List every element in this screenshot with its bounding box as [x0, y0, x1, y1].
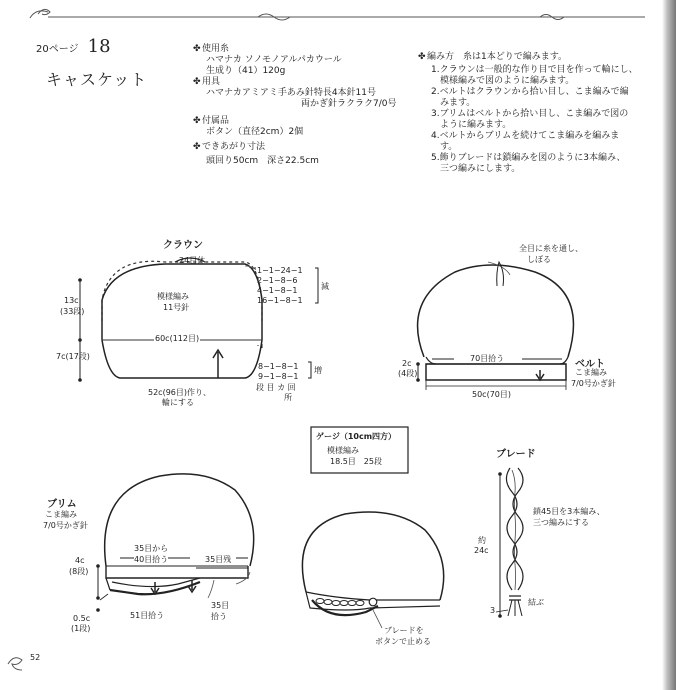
braid-tie: 結ぶ: [528, 598, 544, 607]
brim-pickup-side: 35目: [211, 601, 230, 610]
assembly-note-2: ボタンで止める: [375, 637, 431, 646]
increase-label: 増: [314, 366, 322, 375]
brim-from-2: 40目拾う: [134, 555, 169, 564]
increase-row: 8−1−8−1: [258, 362, 299, 371]
yarn-line: ハマナカ ソノモノアルパカウール: [206, 55, 342, 65]
brim-dim: 4c: [75, 556, 85, 565]
belt-diagram: [416, 262, 573, 390]
increase-row: 9−1−8−1: [258, 372, 299, 381]
clover-icon: ✤: [193, 142, 201, 152]
instruction-line: す。: [431, 142, 458, 152]
crown-title: クラウン: [163, 240, 203, 251]
belt-top-note: 全目に糸を通し、: [519, 244, 583, 253]
belt-dim-rows: (4段): [398, 369, 418, 378]
brim-dim-small: 0.5c: [73, 614, 91, 623]
crown-cast-on-2: 輪にする: [162, 398, 194, 407]
decrease-row: 16−1−8−1: [257, 296, 303, 305]
belt-title: ベルト: [575, 359, 605, 370]
size-heading: できあがり寸法: [202, 142, 266, 152]
decrease-row: 1−1−24−1: [257, 266, 303, 275]
gauge-line-2: 18.5目 25段: [330, 457, 382, 466]
belt-dim: 2c: [402, 359, 412, 368]
assembled-hat-diagram: [302, 512, 443, 628]
belt-stitch: こま編み: [575, 368, 607, 377]
page-ref: 20ページ: [36, 44, 79, 55]
crown-dim-upper-rows: (33段): [60, 307, 85, 316]
crown-pattern: 模様編み: [157, 292, 189, 301]
crown-cast-on: 52c(96目)作り、: [148, 388, 211, 397]
decrease-row: 4−1−8−1: [257, 286, 298, 295]
crown-dim-lower: 7c(17段): [56, 352, 90, 361]
instruction-line: 1.クラウンは一般的な作り目で目を作って輪にし、: [431, 65, 638, 75]
brim-title: ブリム: [47, 499, 77, 510]
instruction-line: 三つ編みにします。: [431, 164, 521, 174]
gauge-line-1: 模様編み: [327, 446, 359, 455]
instruction-line: 模様編みで図のように編みます。: [431, 76, 575, 86]
belt-hook: 7/0号かぎ針: [571, 379, 616, 388]
braid-length-prefix: 約: [478, 536, 486, 545]
size-line: 頭回り50cm 深さ22.5cm: [206, 156, 319, 166]
brim-diagram: [96, 474, 253, 612]
tools-heading: 用具: [202, 77, 221, 87]
instruction-line: 4.ベルトからブリムを続けてこま編みを編みま: [431, 131, 620, 141]
brim-pickup-front: 51目拾う: [130, 611, 165, 620]
table-legend-2: 所: [284, 393, 292, 402]
braid-title: ブレード: [496, 449, 536, 460]
decrease-row: 2−1−8−6: [257, 276, 298, 285]
ornament-footer: [8, 658, 22, 670]
belt-pickup: 70目拾う: [470, 354, 505, 363]
increase-table: [258, 362, 298, 382]
yarn-line: 生成り（41）120g: [206, 66, 286, 76]
crown-top-label: 24目休: [179, 256, 206, 265]
braid-note: 鎖45目を3本編み、: [533, 507, 605, 516]
brim-from-1: 35目から: [134, 544, 169, 553]
brim-dim-rows: (8段): [69, 567, 89, 576]
yarn-heading: 使用糸: [202, 44, 230, 54]
braid-diagram: [496, 468, 523, 618]
tools-line: 両かぎ針ラクラク7/0号: [301, 99, 397, 109]
decrease-label: 減: [321, 282, 329, 291]
notions-line: ボタン（直径2cm）2個: [206, 127, 304, 137]
brim-pickup-side-2: 拾う: [211, 612, 227, 621]
table-legend: 段 目 カ 回: [256, 383, 296, 392]
instruction-line: 5.飾りブレードは鎖編みを図のように3本編み、: [431, 153, 626, 163]
braid-note-2: 三つ編みにする: [533, 518, 589, 527]
brim-stitch: こま編み: [45, 510, 77, 519]
notions-heading: 付属品: [202, 116, 230, 126]
braid-num: 3: [490, 606, 496, 615]
instruction-line: 2.ベルトはクラウンから拾い目し、こま編みで編: [431, 87, 629, 97]
brim-dim-small-rows: (1段): [71, 624, 91, 633]
instruction-line: ように編みます。: [431, 120, 512, 130]
clover-icon: ✤: [193, 116, 201, 126]
clover-icon: ✤: [193, 44, 201, 54]
tools-line: ハマナカアミアミ手あみ針特長4本針11号: [206, 88, 376, 98]
brim-remain: 35目残: [205, 555, 232, 564]
crown-width: 60c(112目): [155, 334, 200, 343]
pattern-number: 18: [87, 36, 111, 57]
instruction-line: 3.ブリムはベルトから拾い目し、こま編みで図の: [431, 109, 629, 119]
instruction-line: みます。: [431, 98, 476, 108]
gauge-title: ゲージ（10cm四方）: [316, 432, 397, 441]
pattern-title: キャスケット: [46, 70, 148, 89]
belt-top-note-2: しぼる: [527, 255, 551, 264]
page-number: 52: [30, 653, 41, 662]
instructions-heading: 編み方 糸は1本どりで編みます。: [427, 52, 568, 62]
assembly-note: ブレードを: [384, 626, 424, 635]
crown-needle: 11号針: [163, 303, 190, 312]
clover-icon: ✤: [193, 77, 201, 87]
brim-hook: 7/0号かぎ針: [43, 521, 88, 530]
braid-length: 24c: [474, 546, 489, 555]
crown-dim-upper: 13c: [64, 296, 79, 305]
clover-icon: ✤: [418, 52, 426, 62]
decrease-table: [257, 266, 303, 306]
belt-width: 50c(70目): [472, 390, 511, 399]
